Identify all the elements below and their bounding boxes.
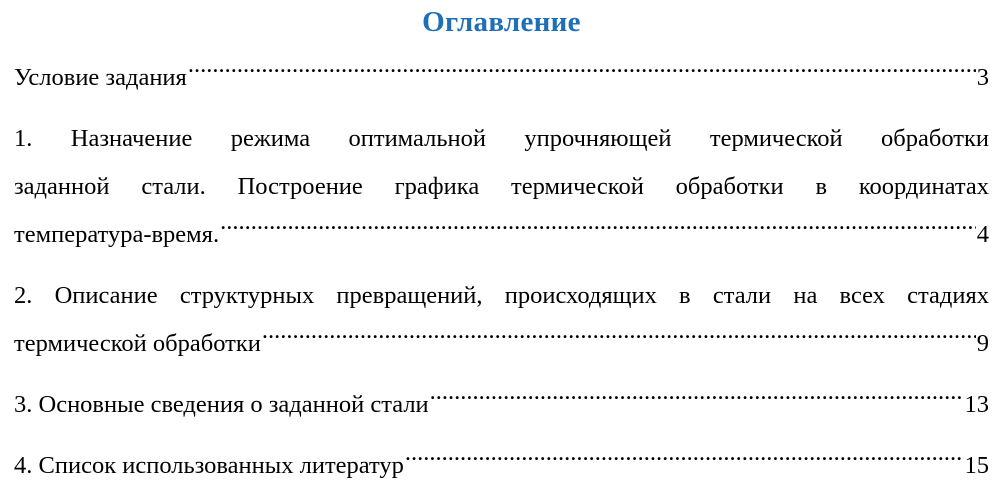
toc-entry-text: температура-время. <box>14 221 220 248</box>
toc-entry-section-4[interactable] <box>14 442 989 490</box>
toc-entry-line <box>14 381 989 429</box>
toc-page-number: 13 <box>964 391 989 418</box>
dot-leader <box>188 61 976 86</box>
toc-entry-line <box>14 211 989 259</box>
toc-entry-text: заданной стали. Построение графика термической обработки в координатах <box>14 173 989 200</box>
toc-page-number: 4 <box>976 221 989 248</box>
toc-entry-conditions[interactable] <box>14 54 989 102</box>
toc-entry-text: термической обработки <box>14 330 261 357</box>
toc-page-number: 15 <box>964 452 989 479</box>
toc-entry-text: 3. Основные сведения о заданной стали <box>14 391 429 418</box>
toc-entry-line <box>14 442 989 490</box>
toc-page-number: 3 <box>976 64 989 91</box>
toc-entry-text: Условие задания <box>14 64 187 91</box>
toc-list <box>14 54 989 490</box>
dot-leader <box>405 449 964 474</box>
dot-leader <box>262 327 976 352</box>
toc-entry-section-1[interactable] <box>14 115 989 259</box>
toc-entry-text: 4. Список использованных литератур <box>14 452 404 479</box>
toc-entry-line <box>14 320 989 368</box>
document-page <box>14 0 989 490</box>
toc-entry-section-3[interactable] <box>14 381 989 429</box>
toc-title: Оглавление <box>422 6 581 38</box>
toc-page-number: 9 <box>976 330 989 357</box>
toc-entry-section-2[interactable] <box>14 272 989 368</box>
toc-entry-line <box>14 54 989 102</box>
toc-entry-text: 1. Назначение режима оптимальной упрочняющей термической обработки <box>14 125 989 152</box>
toc-entry-text: 2. Описание структурных превращений, происходящих в стали на всех стадиях <box>14 282 989 309</box>
dot-leader <box>430 388 964 413</box>
dot-leader <box>220 218 976 243</box>
